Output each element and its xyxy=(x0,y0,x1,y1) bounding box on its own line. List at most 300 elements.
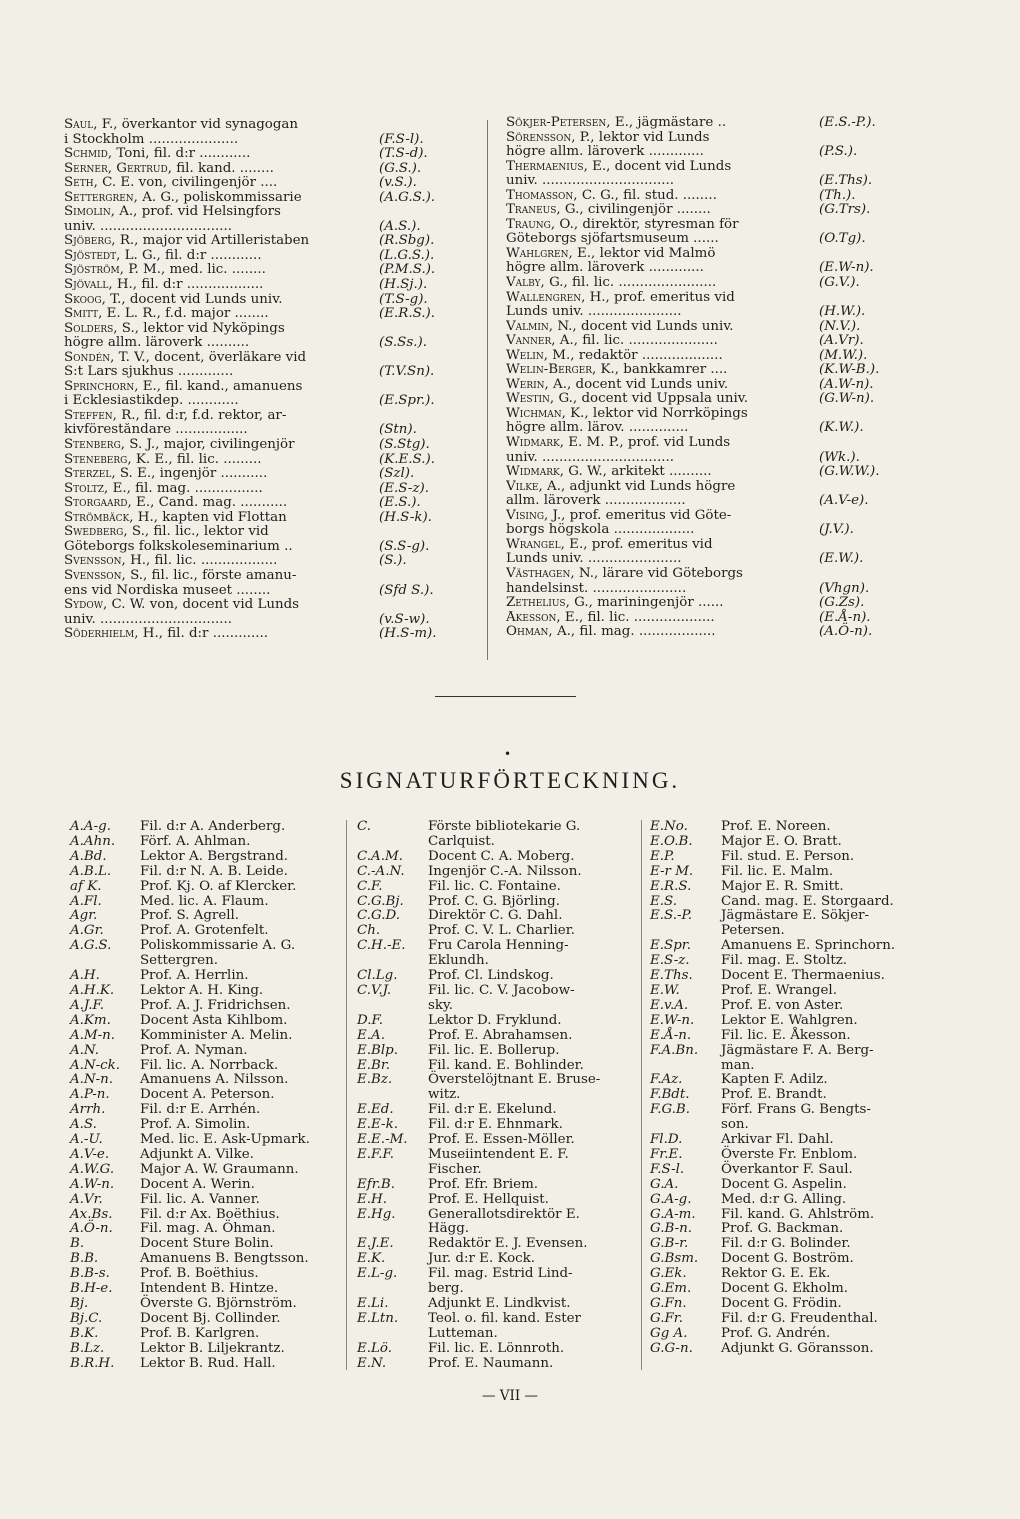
signature-name: Jägmästare F. A. Berg- xyxy=(721,1042,874,1058)
signature-name: Med. d:r G. Alling. xyxy=(721,1191,847,1207)
signature-name: Prof. Cl. Lindskog. xyxy=(428,968,554,984)
signature-entry xyxy=(70,895,352,910)
contributor-signature: (Szl). xyxy=(379,466,415,482)
signature-name: Prof. E. Essen-Möller. xyxy=(428,1132,575,1148)
signature-abbreviation: G.Bsm. xyxy=(650,1251,699,1267)
signature-name: Förf. A. Ahlman. xyxy=(140,833,251,849)
contributor-text xyxy=(506,189,815,204)
contributor-entry xyxy=(64,205,459,220)
signature-name: Docent E. Thermaenius. xyxy=(721,968,885,984)
contributor-description: högre allm. läroverk ............. xyxy=(506,261,704,276)
signature-abbreviation: B.Lz. xyxy=(70,1340,105,1356)
signature-abbreviation: C. xyxy=(357,819,372,834)
signature-abbreviation: F.A.Bn. xyxy=(650,1042,699,1058)
signature-abbreviation: C.A.M. xyxy=(357,848,403,864)
signature-name: Museiintendent E. F. xyxy=(428,1146,569,1162)
contributor-description: K., lektor vid Norrköpings xyxy=(565,406,748,421)
signature-abbreviation: C.H.-E. xyxy=(357,938,406,954)
section-title: SIGNATURFÖRTECKNING. xyxy=(339,768,681,793)
contributor-text xyxy=(64,147,375,162)
contributor-entry xyxy=(64,293,459,308)
signature-entry xyxy=(70,1193,352,1208)
contributor-text xyxy=(64,191,375,206)
signature-entry xyxy=(650,1282,925,1297)
column-divider xyxy=(487,120,488,660)
contributor-text xyxy=(506,203,815,218)
contributor-description: K. E., fil. lic. ......... xyxy=(131,452,262,467)
contributor-name: Welin, xyxy=(506,348,548,363)
contributor-name: Solders, xyxy=(64,321,118,336)
contributor-entry xyxy=(506,451,911,466)
signature-name: sky. xyxy=(428,997,454,1013)
contributor-entry xyxy=(64,613,459,628)
signature-name: Prof. E. Naumann. xyxy=(428,1355,554,1371)
contributor-entry xyxy=(506,189,911,204)
contributor-text xyxy=(506,465,815,480)
signature-abbreviation: A.Fl. xyxy=(70,893,102,909)
contributor-text xyxy=(506,276,815,291)
contributor-text xyxy=(64,249,375,264)
contributor-signature: (E.S.-P.). xyxy=(819,115,876,130)
contributor-text xyxy=(64,584,375,599)
contributor-entry xyxy=(506,363,911,378)
signature-entry xyxy=(650,939,925,954)
signature-name: Hägg. xyxy=(428,1221,470,1237)
signature-name: Fil. lic. E. Malm. xyxy=(721,863,834,879)
signature-name: Lektor D. Fryklund. xyxy=(428,1012,562,1028)
contributor-signature xyxy=(815,160,911,175)
signature-abbreviation xyxy=(357,999,426,1014)
signature-abbreviation: G.B-n. xyxy=(650,1221,692,1237)
contributor-name: Sterzel, xyxy=(64,467,116,482)
contributor-text xyxy=(64,467,375,482)
contributor-signature: (N.V.). xyxy=(819,318,861,334)
signature-entry xyxy=(70,1178,352,1193)
contributor-signature: (M.W.). xyxy=(819,347,868,363)
signature-abbreviation xyxy=(357,1163,426,1178)
contributor-description: fil. kand. ........ xyxy=(171,161,274,176)
signature-entry xyxy=(650,1059,925,1074)
contributor-signature xyxy=(375,118,459,133)
contributor-signature: (Stn). xyxy=(379,422,417,438)
signature-entry xyxy=(70,1252,352,1267)
contributor-text xyxy=(64,365,375,380)
contributor-entry xyxy=(64,336,459,351)
contributor-name: Wichman, xyxy=(506,406,566,421)
contributor-signature: (R.Sbg). xyxy=(379,233,435,249)
signature-name: Fil. d:r E. Arrhén. xyxy=(140,1102,261,1118)
contributor-name: Valby, xyxy=(506,276,545,291)
signature-abbreviation: A.Vr. xyxy=(70,1191,103,1207)
signature-abbreviation: E.N. xyxy=(357,1355,387,1371)
contributor-signature xyxy=(375,351,459,366)
contributor-entry xyxy=(506,174,911,189)
contributor-text xyxy=(64,336,375,351)
contributor-text xyxy=(506,611,815,626)
bullet-mark: • xyxy=(504,747,512,761)
signature-abbreviation: G.B-r. xyxy=(650,1236,689,1252)
contributor-name: Swedberg, xyxy=(64,525,128,540)
contributor-text xyxy=(64,613,375,628)
signature-name: Prof. S. Agrell. xyxy=(140,908,240,924)
signature-abbreviation: F.Az. xyxy=(650,1072,683,1088)
contributor-signature: (Th.). xyxy=(819,187,856,203)
contributor-name: Wahlgren, xyxy=(506,246,573,261)
contributor-entry xyxy=(64,554,459,569)
contributor-text xyxy=(64,409,375,424)
signature-name: Amanuens E. Sprinchorn. xyxy=(721,938,896,954)
signature-name: witz. xyxy=(428,1087,461,1103)
signature-entry xyxy=(357,1357,637,1372)
contributor-name: Widmark, xyxy=(506,436,565,451)
contributor-signature: (A.W-n). xyxy=(819,376,874,392)
signature-abbreviation: Cl.Lg. xyxy=(357,968,398,984)
signature-entry xyxy=(357,954,637,969)
contributor-name: Sondén, xyxy=(64,350,115,365)
signature-entry xyxy=(650,1208,925,1223)
signature-name: Docent G. Boström. xyxy=(721,1251,854,1267)
contributor-entry xyxy=(506,116,911,131)
contributor-entry xyxy=(506,567,911,582)
signature-abbreviation xyxy=(650,1059,719,1074)
contributor-description: T., docent vid Lunds univ. xyxy=(105,292,283,307)
signature-entry xyxy=(70,969,352,984)
signature-entry xyxy=(357,880,637,895)
signature-entry xyxy=(70,1029,352,1044)
signature-name: berg. xyxy=(428,1281,464,1297)
signature-abbreviation: G.Em. xyxy=(650,1281,692,1297)
signature-name: Överkantor F. Saul. xyxy=(721,1161,853,1177)
signature-entry xyxy=(650,1103,925,1118)
signature-name: man. xyxy=(721,1057,755,1073)
signature-entry xyxy=(650,909,925,924)
contributor-signature: (E.R.S.). xyxy=(379,306,436,322)
signature-abbreviation xyxy=(357,1327,426,1342)
contributor-name: Sjöstedt, xyxy=(64,248,121,263)
signature-abbreviation: A.N. xyxy=(70,1042,100,1058)
signature-abbreviation: E.P. xyxy=(650,848,675,864)
signature-entry xyxy=(70,1282,352,1297)
contributor-entry xyxy=(64,482,459,497)
contributor-description: kivföreståndare ................. xyxy=(64,423,248,438)
contributor-description: G., civilingenjör ........ xyxy=(560,203,711,218)
signature-abbreviation: A.Ahn. xyxy=(70,833,116,849)
contributor-text xyxy=(506,625,815,640)
signature-entry xyxy=(70,820,352,835)
contributor-text xyxy=(506,160,815,175)
signature-abbreviation xyxy=(357,835,426,850)
contributor-signature: (P.S.). xyxy=(819,144,858,160)
contributor-description: A., adjunkt vid Lunds högre xyxy=(542,479,736,494)
contributor-name: Settergren, xyxy=(64,190,138,205)
signature-entry xyxy=(357,1312,637,1327)
signature-name: Prof. B. Boëthius. xyxy=(140,1266,259,1282)
signature-abbreviation: D.F. xyxy=(357,1012,383,1028)
contributor-description: Lunds univ. ...................... xyxy=(506,305,682,320)
contributor-name: Söderhielm, xyxy=(64,627,139,642)
signature-abbreviation: E-r M. xyxy=(650,863,694,879)
contributor-signature: (T.S-g). xyxy=(379,291,428,307)
signature-abbreviation: F.G.B. xyxy=(650,1102,691,1118)
signature-abbreviation: E.Li. xyxy=(357,1296,389,1311)
signature-abbreviation: E.E-k. xyxy=(357,1117,398,1133)
contributor-entry xyxy=(506,625,911,640)
contributor-name: Västhagen, xyxy=(506,566,575,581)
signature-name: Lektor B. Rud. Hall. xyxy=(140,1355,276,1371)
contributor-name: Welin-Berger, xyxy=(506,363,597,378)
contributor-entry xyxy=(64,278,459,293)
signature-name: Direktör C. G. Dahl. xyxy=(428,908,563,924)
signature-entry xyxy=(357,1118,637,1133)
contributor-signature: (H.Sj.). xyxy=(379,277,428,293)
contributor-text xyxy=(64,263,375,278)
signature-entry xyxy=(357,1342,637,1357)
contributor-text xyxy=(506,421,815,436)
signature-name: Fil. d:r Ax. Boëthius. xyxy=(140,1206,280,1222)
signature-entry xyxy=(650,1118,925,1133)
contributor-signature: (J.V.). xyxy=(819,522,854,538)
signature-name: Fil. d:r E. Ehnmark. xyxy=(428,1117,563,1133)
signature-abbreviation: A.J.F. xyxy=(70,997,104,1013)
contributor-description: A., fil. lic. ..................... xyxy=(555,334,718,349)
signature-abbreviation: B.B-s. xyxy=(70,1266,110,1282)
contributor-signature: (O.Tg). xyxy=(819,231,866,247)
signature-entry xyxy=(357,835,637,850)
signature-abbreviation: E.R.S. xyxy=(650,878,692,894)
signature-abbreviation xyxy=(357,1222,426,1237)
signature-entry xyxy=(357,1014,637,1029)
signature-name: Prof. C. G. Björling. xyxy=(428,893,560,909)
signature-entry xyxy=(650,1029,925,1044)
signature-abbreviation: E.A. xyxy=(357,1027,385,1043)
contributor-text xyxy=(506,567,815,582)
contributor-signature: (K.W.). xyxy=(819,420,864,436)
signature-name: Prof. G. Andrén. xyxy=(721,1325,831,1341)
signature-entry xyxy=(357,1267,637,1282)
contributor-text xyxy=(506,174,815,189)
contributor-text xyxy=(506,407,815,422)
contributor-description: S. E., ingenjör ........... xyxy=(115,467,268,482)
signature-name: Överstelöjtnant E. Bruse- xyxy=(428,1072,601,1088)
contributor-text xyxy=(506,349,815,364)
signature-entry xyxy=(357,1193,637,1208)
contributor-signature: (A.G.S.). xyxy=(379,189,436,205)
contributor-text xyxy=(506,509,815,524)
contributor-text xyxy=(64,554,375,569)
signature-entry xyxy=(70,1148,352,1163)
contributor-signature: (G.Trs). xyxy=(819,202,871,218)
contributor-entry xyxy=(506,232,911,247)
contributor-entry xyxy=(506,421,911,436)
signature-entry xyxy=(70,835,352,850)
signature-entry xyxy=(70,1044,352,1059)
signature-entry xyxy=(70,1118,352,1133)
contributor-description: E., jägmästare .. xyxy=(610,116,727,130)
signature-name: Prof. C. V. L. Charlier. xyxy=(428,923,575,939)
signature-name: Kapten F. Adilz. xyxy=(721,1072,828,1088)
signature-name: Prof. Efr. Briem. xyxy=(428,1176,539,1192)
contributor-signature: (E.S.). xyxy=(379,495,421,511)
contributor-entry xyxy=(506,247,911,262)
signature-abbreviation: E.Spr. xyxy=(650,938,691,954)
contributor-name: Thomasson, xyxy=(506,188,578,203)
contributor-text xyxy=(64,423,375,438)
contributor-entry xyxy=(64,511,459,526)
contributor-description: univ. ............................... xyxy=(64,612,232,627)
contributor-description: J., prof. emeritus vid Göte- xyxy=(548,508,732,523)
contributor-description: K., bankkamrer .... xyxy=(596,363,728,378)
signature-entry xyxy=(650,999,925,1014)
signature-entry xyxy=(70,1237,352,1252)
contributor-description: C. G., fil. stud. ........ xyxy=(577,188,717,203)
signature-entry xyxy=(650,1252,925,1267)
contributor-signature: (G.W-n). xyxy=(819,391,875,407)
signature-abbreviation: Bj.C. xyxy=(70,1310,103,1326)
contributor-description: Göteborgs sjöfartsmuseum ...... xyxy=(506,232,719,247)
contributor-signature: (E.S-z). xyxy=(379,480,429,496)
signature-entry xyxy=(650,1312,925,1327)
signature-name: Major A. W. Graumann. xyxy=(140,1161,299,1177)
column-separator xyxy=(641,820,642,1370)
signature-name: Amanuens A. Nilsson. xyxy=(140,1072,289,1088)
contributor-entry xyxy=(64,496,459,511)
signature-name: Docent G. Frödin. xyxy=(721,1296,842,1311)
contributor-signature: (H.S-k). xyxy=(379,509,432,525)
signature-entry xyxy=(357,1029,637,1044)
signature-entry xyxy=(357,850,637,865)
signature-abbreviation: Efr.B. xyxy=(357,1176,396,1192)
contributor-description: S:t Lars sjukhus ............. xyxy=(64,365,234,380)
signature-abbreviation: A.S. xyxy=(70,1117,97,1133)
contributor-entry xyxy=(506,552,911,567)
contributor-entry xyxy=(506,203,911,218)
contributor-name: Zethelius, xyxy=(506,596,570,611)
contributor-description: R., fil. d:r, f.d. rektor, ar- xyxy=(116,408,287,423)
contributor-entry xyxy=(64,176,459,191)
signature-entry xyxy=(650,1267,925,1282)
contributor-signature xyxy=(815,218,911,233)
contributor-description: S., lektor vid Nyköpings xyxy=(117,321,285,336)
contributor-signature: (E.Ths). xyxy=(819,173,873,189)
signature-abbreviation: E.Ed. xyxy=(357,1102,394,1118)
signature-name: Lektor B. Liljekrantz. xyxy=(140,1340,285,1356)
contributor-name: Sydow, xyxy=(64,598,108,613)
contributor-signature xyxy=(815,436,911,451)
signature-entry xyxy=(650,820,925,835)
signature-entry xyxy=(650,1044,925,1059)
signature-abbreviation: A.N-n. xyxy=(70,1072,114,1088)
signature-abbreviation: E.F.F. xyxy=(357,1146,394,1162)
contributor-signature: (v.S.). xyxy=(379,175,417,191)
contributor-signature xyxy=(375,205,459,220)
contributor-entry xyxy=(64,525,459,540)
contributor-description: H., fil. lic. .................. xyxy=(125,554,278,569)
contributor-description: R., major vid Artilleristaben xyxy=(115,234,310,249)
contributor-entry xyxy=(506,538,911,553)
contributor-entry xyxy=(64,438,459,453)
contributor-signature: (S.Ss.). xyxy=(379,335,427,351)
contributor-description: Toni, fil. d:r ............ xyxy=(112,147,251,162)
contributor-signature: (S.). xyxy=(379,553,407,569)
signature-abbreviation: E.O.B. xyxy=(650,833,693,849)
signature-abbreviation xyxy=(650,924,719,939)
contributor-description: ens vid Nordiska museet ........ xyxy=(64,583,271,598)
signature-abbreviation: C.G.D. xyxy=(357,908,401,924)
contributor-text xyxy=(506,363,815,378)
contributor-description: S. J., major, civilingenjör xyxy=(125,438,295,453)
signature-entry xyxy=(70,1312,352,1327)
contributor-entry xyxy=(64,569,459,584)
contributor-entry xyxy=(506,305,911,320)
contributor-entry xyxy=(64,598,459,613)
signature-entry xyxy=(357,1044,637,1059)
signature-abbreviation: E.Ths. xyxy=(650,968,693,984)
signature-abbreviation: C.V.J. xyxy=(357,982,392,998)
signature-name: Fil. mag. E. Stoltz. xyxy=(721,953,848,969)
signature-name: Prof. A. Simolin. xyxy=(140,1117,251,1133)
signature-abbreviation: A.V-e. xyxy=(70,1146,110,1162)
signature-name: Komminister A. Melin. xyxy=(140,1027,293,1043)
contributor-name: Traneus, xyxy=(506,203,561,218)
signature-abbreviation: B.K. xyxy=(70,1325,99,1341)
signature-name: Docent G. Aspelin. xyxy=(721,1176,847,1192)
contributor-signature: (S.S-g). xyxy=(379,538,430,554)
signature-abbreviation: E.S. xyxy=(650,893,677,909)
signature-abbreviation: B. xyxy=(70,1236,85,1252)
contributor-name: Sjöberg, xyxy=(64,234,116,249)
contributor-signature xyxy=(375,409,459,424)
signature-name: Cand. mag. E. Storgaard. xyxy=(721,893,894,909)
contributor-name: Skoog, xyxy=(64,292,106,307)
signature-entry xyxy=(650,924,925,939)
contributor-text xyxy=(64,293,375,308)
contributor-text xyxy=(64,380,375,395)
contributor-description: M., redaktör ................... xyxy=(548,348,723,363)
signature-entry xyxy=(70,1133,352,1148)
signature-name: Prof. E. Abrahamsen. xyxy=(428,1027,573,1043)
contributor-entry xyxy=(64,133,459,148)
contributor-text xyxy=(506,261,815,276)
signature-entry xyxy=(650,1163,925,1178)
contributor-entry xyxy=(64,220,459,235)
signature-entry xyxy=(357,865,637,880)
signature-name: Adjunkt G. Göransson. xyxy=(721,1340,874,1356)
contributor-text xyxy=(506,523,815,538)
signature-abbreviation: E.No. xyxy=(650,819,688,834)
contributor-name: Sörensson, xyxy=(506,130,576,145)
contributor-entry xyxy=(506,145,911,160)
contributor-entry xyxy=(64,453,459,468)
contributor-text xyxy=(64,162,375,177)
contributor-text xyxy=(506,451,815,466)
signature-name: Fil. stud. E. Person. xyxy=(721,848,855,864)
contributor-name: Serner, Gertrud, xyxy=(64,161,172,176)
signature-abbreviation: A.G.S. xyxy=(70,938,112,954)
contributor-entry xyxy=(64,584,459,599)
contributor-entry xyxy=(506,582,911,597)
contributor-description: G., fil. lic. ....................... xyxy=(544,276,717,291)
contributor-signature: (A.Ö-n). xyxy=(819,624,873,640)
contributor-description: E., docent vid Lunds xyxy=(587,159,732,174)
signature-name: Fil. mag. A. Öhman. xyxy=(140,1221,276,1237)
contributor-entry xyxy=(506,378,911,393)
signature-name: Petersen. xyxy=(721,923,785,939)
contributor-description: C. W. von, docent vid Lunds xyxy=(107,598,300,613)
signature-entry xyxy=(70,1088,352,1103)
signature-entry xyxy=(650,1222,925,1237)
contributor-text xyxy=(64,525,375,540)
signature-entry xyxy=(650,895,925,910)
